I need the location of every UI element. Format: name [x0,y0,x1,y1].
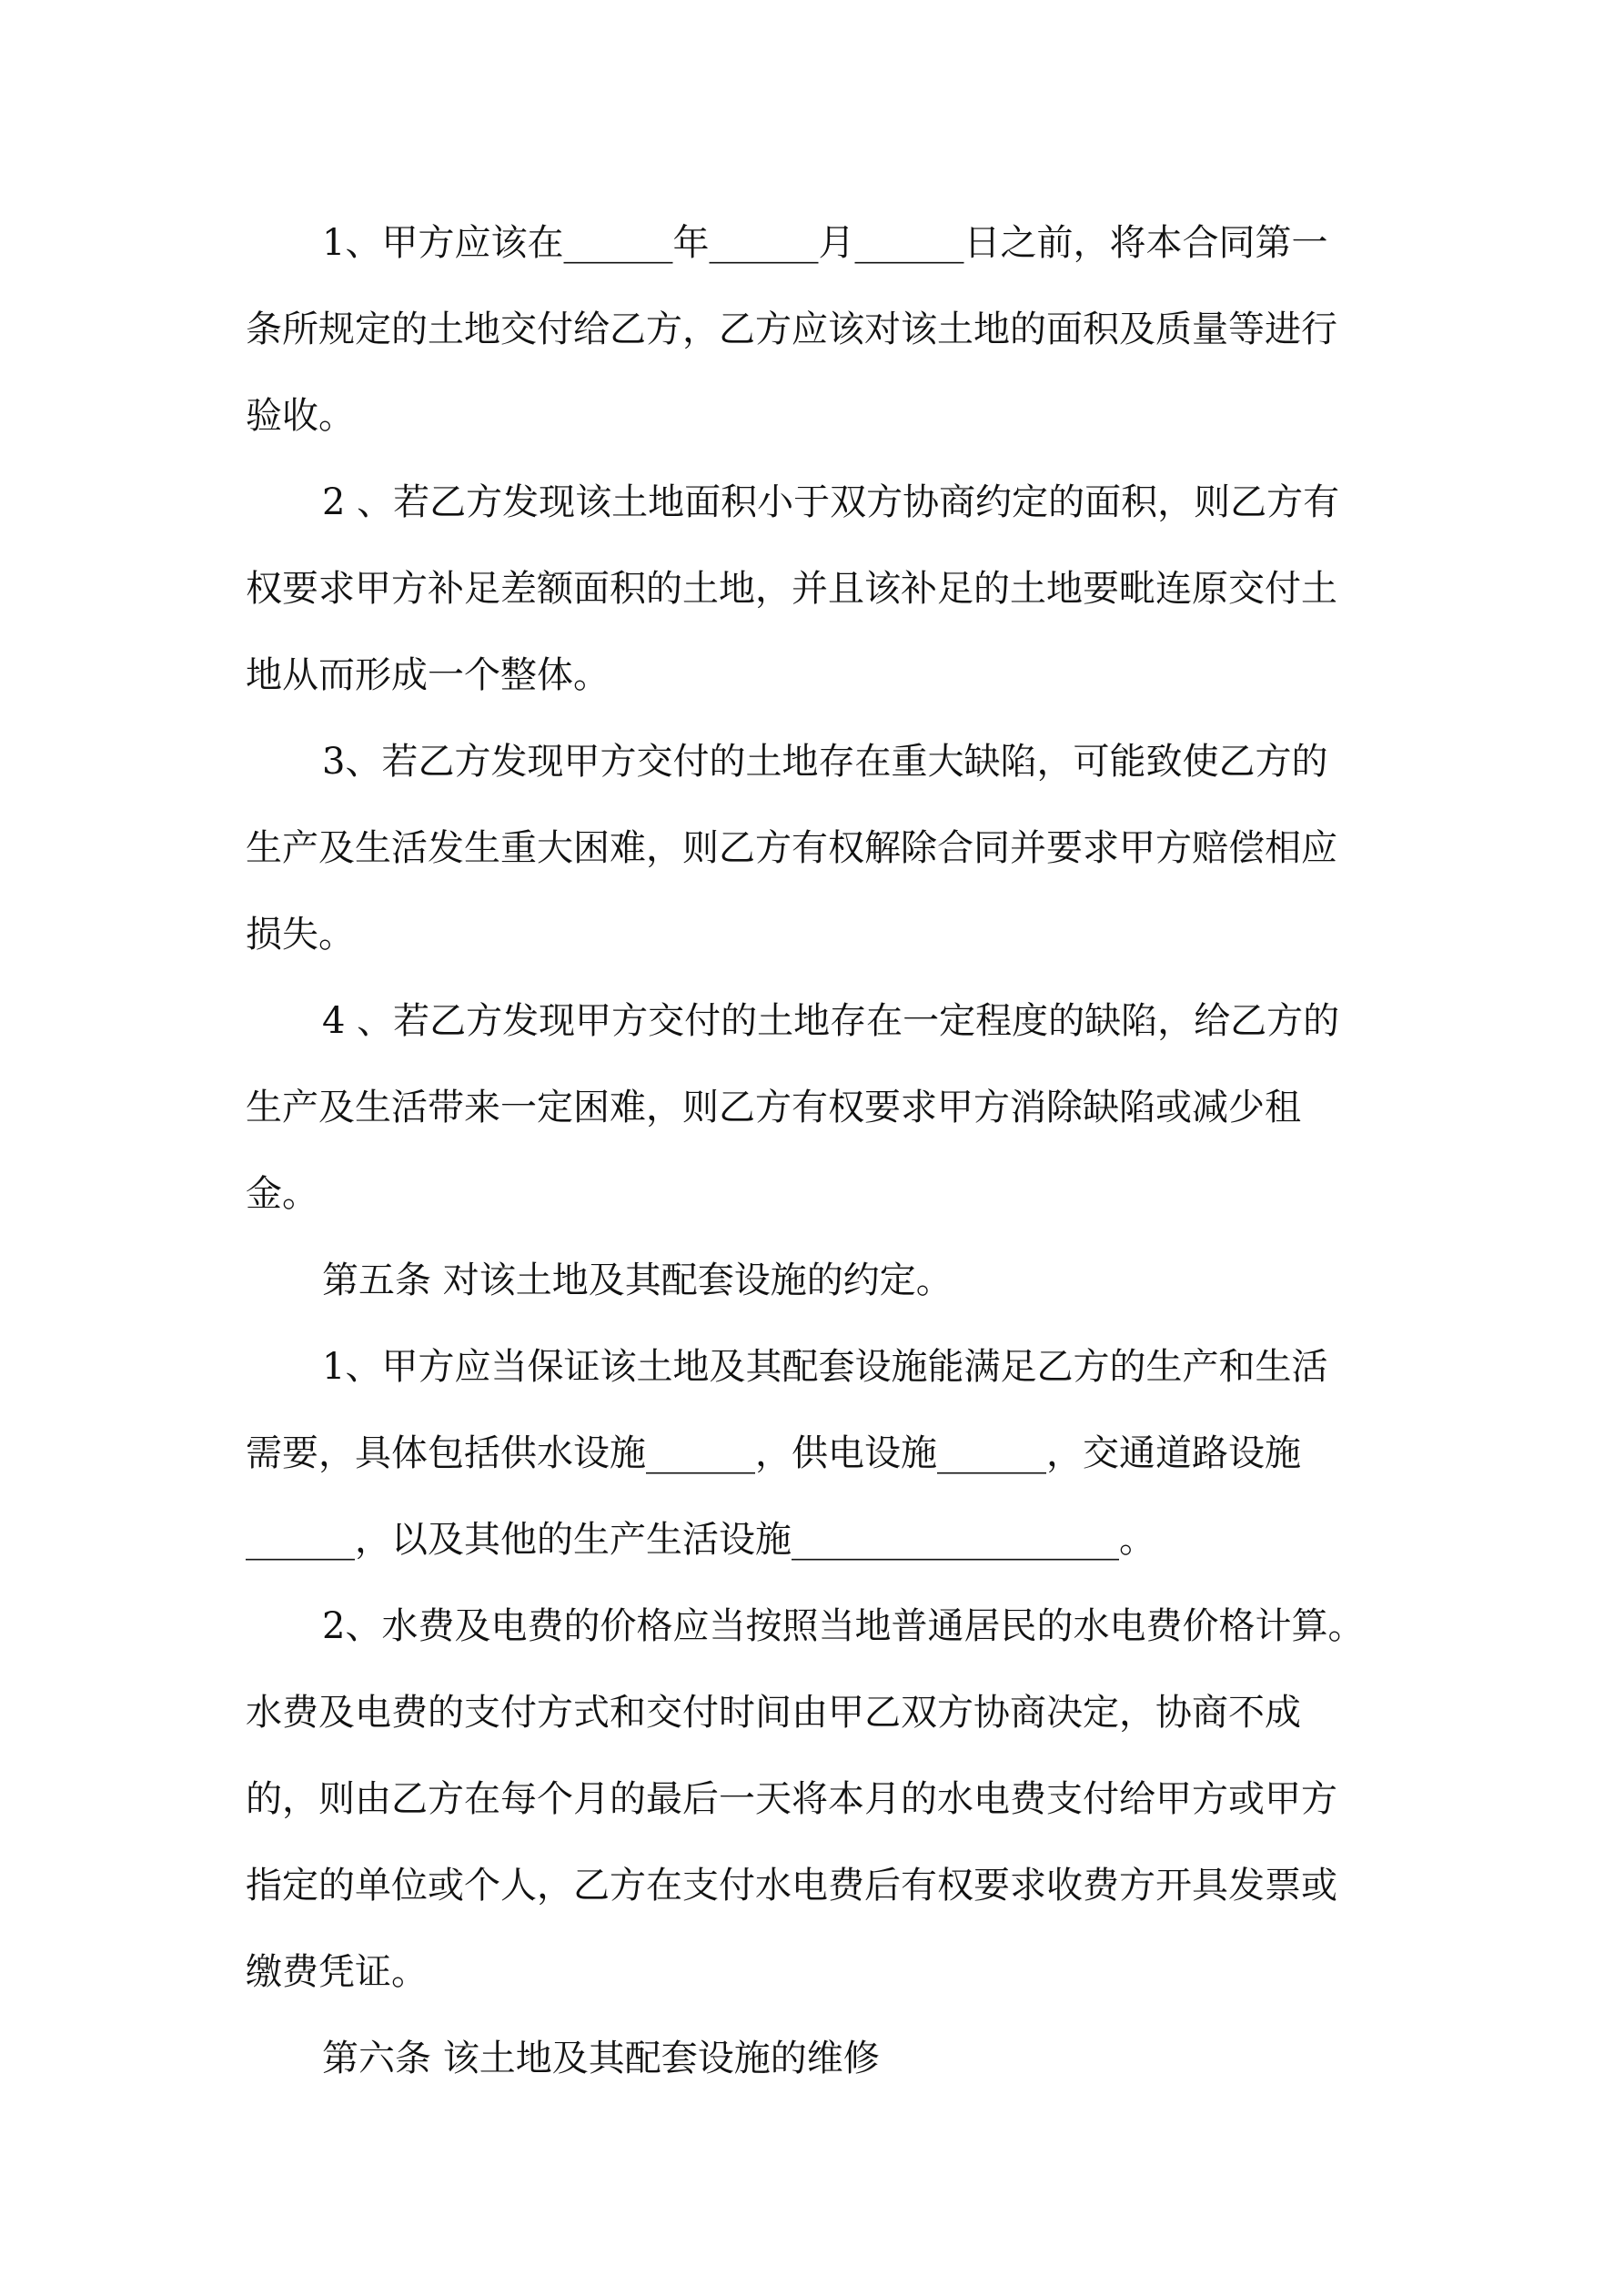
clause-1-line-1: 1、甲方应该在______年______月______日之前，将本合同第一 [322,222,1328,264]
clause-2-line-1: 2 、若乙方发现该土地面积小于双方协商约定的面积，则乙方有 [322,481,1340,523]
article-5-clause-2-line-4: 指定的单位或个人，乙方在支付水电费后有权要求收费方开具发票或 [246,1865,1337,1907]
article-5-clause-2-line-1: 2、水费及电费的价格应当按照当地普通居民的水电费价格计算。 [322,1605,1365,1647]
article-6-heading: 第六条 该土地及其配套设施的维修 [322,2038,880,2079]
clause-3-line-1: 3、若乙方发现甲方交付的土地存在重大缺陷，可能致使乙方的 [322,741,1328,783]
article-5-clause-2-line-3: 的，则由乙方在每个月的最后一天将本月的水电费支付给甲方或甲方 [246,1778,1337,1820]
clause-2-line-3: 地从而形成一个整体。 [246,654,610,696]
clause-3-line-2: 生产及生活发生重大困难，则乙方有权解除合同并要求甲方赔偿相应 [246,827,1337,869]
clause-2-line-2: 权要求甲方补足差额面积的土地，并且该补足的土地要毗连原交付土 [246,568,1337,610]
article-5-clause-1-line-3: ______，以及其他的生产生活设施__________________。 [246,1519,1155,1561]
clause-1-line-3: 验收。 [246,395,355,437]
clause-1-line-2: 条所规定的土地交付给乙方，乙方应该对该土地的面积及质量等进行 [246,308,1337,350]
article-5-heading: 第五条 对该土地及其配套设施的约定。 [322,1259,953,1301]
clause-4-line-1: 4 、若乙方发现甲方交付的土地存在一定程度的缺陷，给乙方的 [322,1000,1340,1042]
article-5-clause-2-line-2: 水费及电费的支付方式和交付时间由甲乙双方协商决定，协商不成 [246,1692,1301,1734]
article-5-clause-2-line-5: 缴费凭证。 [246,1951,428,1993]
article-5-clause-1-line-1: 1、甲方应当保证该土地及其配套设施能满足乙方的生产和生活 [322,1346,1328,1388]
article-5-clause-1-line-2: 需要，具体包括供水设施______，供电设施______，交通道路设施 [246,1432,1301,1474]
clause-4-line-3: 金。 [246,1173,318,1215]
clause-3-line-3: 损失。 [246,914,355,956]
clause-4-line-2: 生产及生活带来一定困难，则乙方有权要求甲方消除缺陷或减少租 [246,1087,1301,1128]
